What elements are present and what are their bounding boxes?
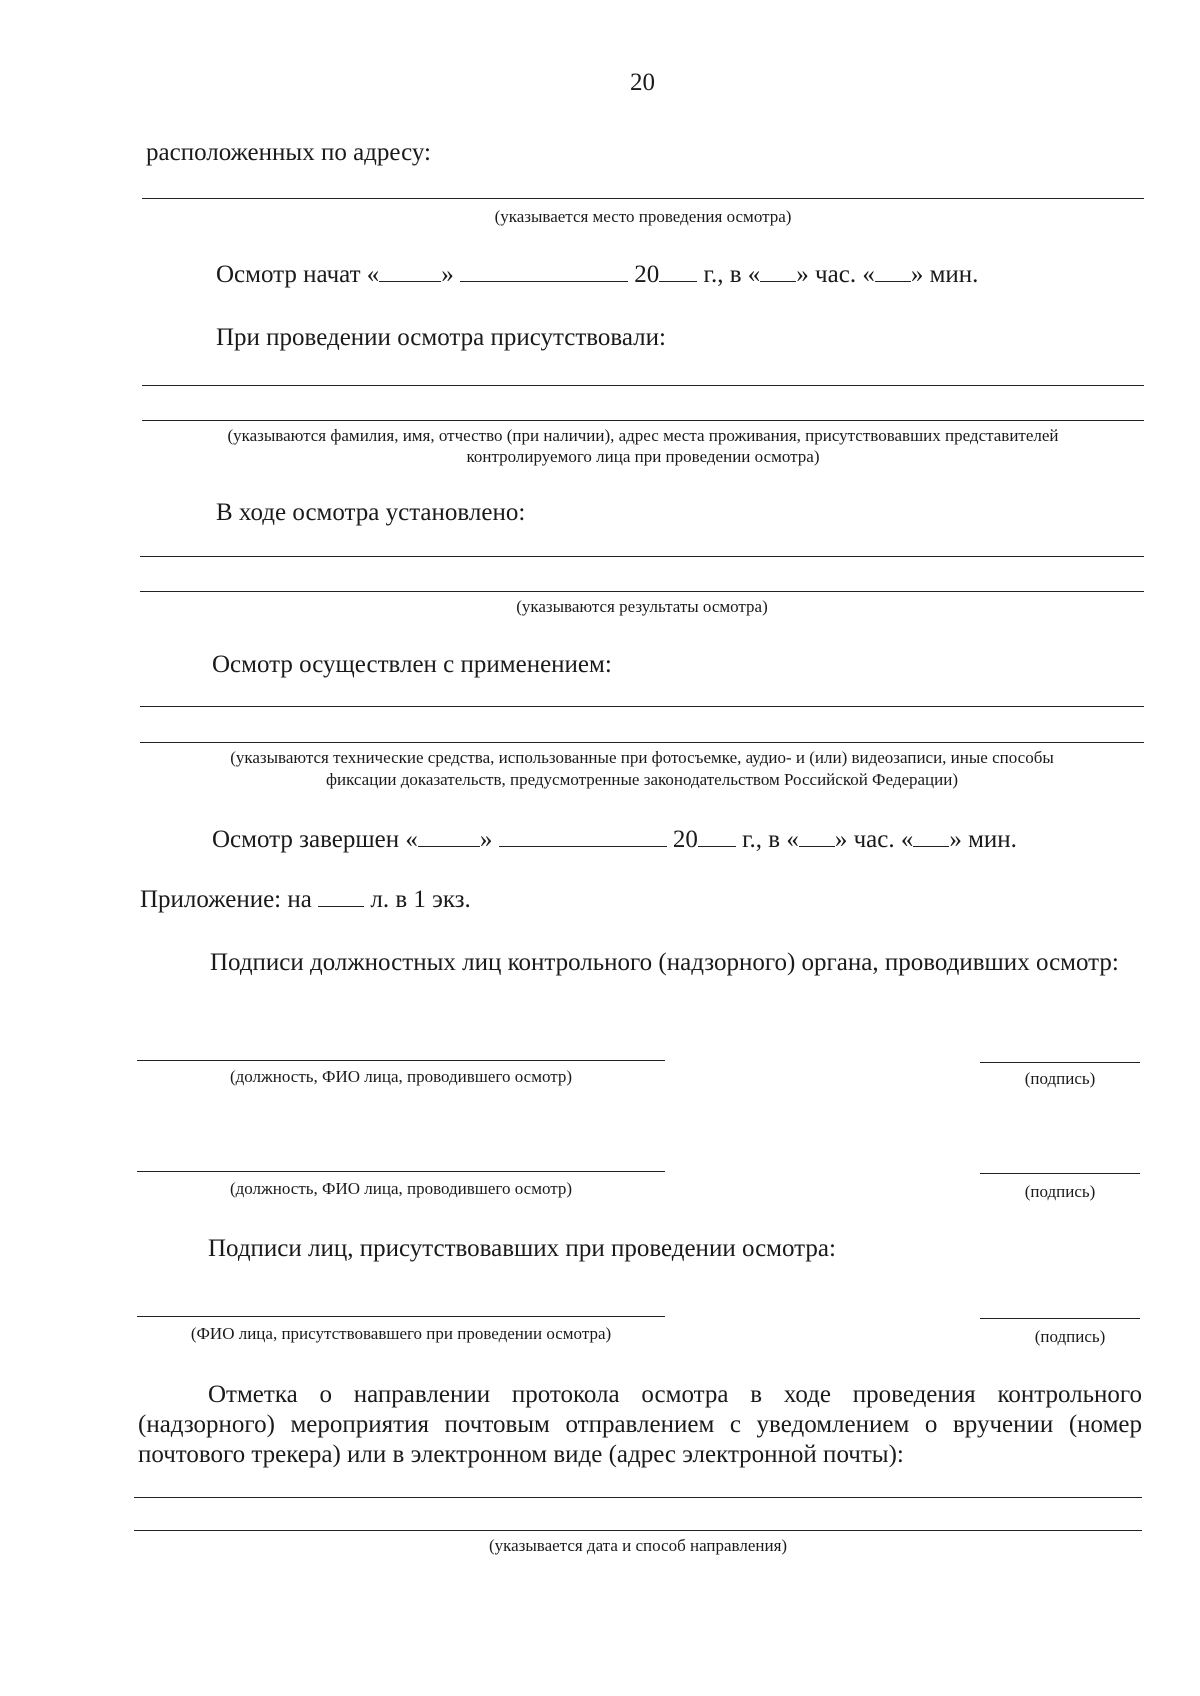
address-caption: (указывается место проведения осмотра): [494, 207, 792, 226]
attachment-text-a: Приложение: на: [140, 886, 312, 913]
official-2-name-line: [137, 1171, 665, 1172]
means-fill-line-2: [140, 742, 1144, 743]
findings-label: В ходе осмотра установлено:: [216, 499, 526, 526]
page-number: 20: [630, 69, 655, 96]
present-fill-line-1: [142, 385, 1144, 386]
attendee-name-caption: (ФИО лица, присутствовавшего при проведении осмотра): [190, 1324, 612, 1343]
start-text-c: 20: [634, 261, 660, 288]
start-hour-blank: [760, 280, 796, 282]
start-month-blank: [460, 280, 628, 282]
address-fill-line: [142, 198, 1144, 199]
present-caption-line2: контролируемого лица при проведении осмотра): [466, 447, 820, 466]
end-text-d: г., в «: [742, 826, 799, 853]
attendee-sign-caption: (подпись): [1034, 1327, 1106, 1346]
end-minute-blank: [913, 845, 949, 847]
start-day-blank: [379, 280, 441, 282]
findings-fill-line-2: [140, 591, 1144, 592]
attachment-line: [140, 887, 471, 912]
end-text-b: »: [479, 826, 493, 853]
findings-fill-line-1: [140, 556, 1144, 557]
end-text-c: 20: [672, 826, 698, 853]
end-day-blank: [418, 845, 480, 847]
attachment-pages-blank: [318, 905, 364, 907]
start-minute-blank: [875, 280, 911, 282]
start-text-d: г., в «: [703, 261, 761, 288]
attachment-text-b: л. в 1 экз.: [370, 886, 471, 913]
start-year-blank: [659, 280, 697, 282]
present-label: При проведении осмотра присутствовали:: [216, 324, 666, 351]
dispatch-fill-line-2: [134, 1530, 1142, 1531]
means-caption-line2: фиксации доказательств, предусмотренные законодательством Российской Федерации): [325, 770, 959, 789]
official-1-name-line: [137, 1060, 665, 1061]
start-text-a: Осмотр начат «: [216, 261, 380, 288]
end-month-blank: [499, 845, 667, 847]
attendees-heading: Подписи лиц, присутствовавших при проведении осмотра:: [208, 1235, 836, 1262]
official-1-sign-caption: (подпись): [1024, 1069, 1096, 1088]
start-text-b: »: [441, 261, 454, 288]
official-2-sign-line: [980, 1173, 1140, 1174]
end-year-blank: [698, 845, 736, 847]
attendee-sign-line: [980, 1318, 1140, 1319]
means-fill-line-1: [140, 706, 1144, 707]
start-time-line: [216, 262, 978, 287]
start-text-e: » час. «: [796, 261, 875, 288]
present-caption-line1: (указываются фамилия, имя, отчество (при наличии), адрес места проживания, присутствовавших представителей: [227, 426, 1059, 445]
findings-caption: (указываются результаты осмотра): [516, 597, 768, 616]
end-hour-blank: [799, 845, 835, 847]
dispatch-paragraph: Отметка о направлении протокола осмотра в ходе проведения контрольного (надзорного) мероприятия почтовым отправлением с уведомлением о вручении (номер почтового трекера) или в электронном виде (адрес электронной почты):: [138, 1381, 1142, 1468]
means-caption-line1: (указываются технические средства, использованные при фотосъемке, аудио- и (или) видеозаписи, иные способы: [230, 748, 1054, 767]
dispatch-fill-line-1: [134, 1497, 1142, 1498]
dispatch-caption: (указывается дата и способ направления): [488, 1536, 788, 1555]
official-2-sign-caption: (подпись): [1024, 1182, 1096, 1201]
end-text-e: » час. «: [834, 826, 914, 853]
end-text-f: » мин.: [949, 826, 1017, 853]
end-text-a: Осмотр завершен «: [212, 826, 418, 853]
start-text-f: » мин.: [910, 261, 979, 288]
attendee-name-line: [137, 1316, 665, 1317]
officials-heading: Подписи должностных лиц контрольного (надзорного) органа, проводивших осмотр:: [210, 949, 1119, 976]
means-label: Осмотр осуществлен с применением:: [212, 651, 612, 678]
address-label: расположенных по адресу:: [146, 139, 431, 166]
official-1-sign-line: [980, 1062, 1140, 1063]
official-2-name-caption: (должность, ФИО лица, проводившего осмотр): [229, 1179, 573, 1198]
present-fill-line-2: [142, 420, 1144, 421]
official-1-name-caption: (должность, ФИО лица, проводившего осмотр): [229, 1067, 573, 1086]
end-time-line: [212, 827, 1017, 852]
